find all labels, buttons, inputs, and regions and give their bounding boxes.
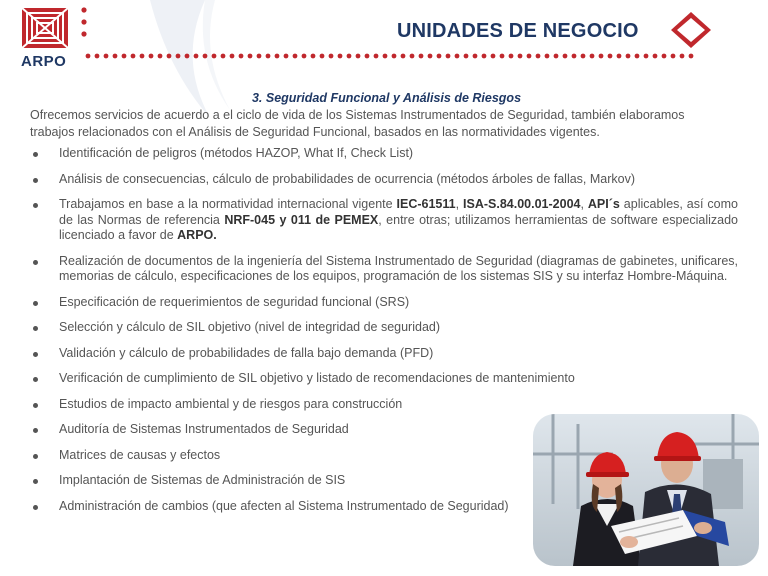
diamond-icon [668, 10, 714, 50]
header-dotted-divider [84, 52, 696, 60]
list-item: Trabajamos en base a la normatividad internacional vigente IEC-61511, ISA-S.84.00.01-2004, API´s aplicables, así como de las Normas de referencia NRF-045 y 011 de PEMEX, entre otras; utilizamos herramientas de software especializado licenciado a favor de ARPO. [30, 197, 738, 244]
logo-dots-decoration [80, 6, 88, 52]
list-item: Estudios de impacto ambiental y de riesgos para construcción [30, 397, 738, 413]
engineers-photo [533, 414, 759, 566]
list-item: Implantación de Sistemas de Administración de SIS [30, 473, 738, 489]
list-item: Identificación de peligros (métodos HAZOP, What If, Check List) [30, 146, 738, 162]
list-item: Matrices de causas y efectos [30, 448, 738, 464]
list-item: Auditoría de Sistemas Instrumentados de Seguridad [30, 422, 738, 438]
list-item: Selección y cálculo de SIL objetivo (nivel de integridad de seguridad) [30, 320, 738, 336]
list-item: Validación y cálculo de probabilidades de falla bajo demanda (PFD) [30, 346, 738, 362]
list-item: Especificación de requerimientos de seguridad funcional (SRS) [30, 295, 738, 311]
arpo-logo-icon [20, 6, 72, 50]
section-subtitle: 3. Seguridad Funcional y Análisis de Riesgos [251, 91, 522, 105]
intro-paragraph: Ofrecemos servicios de acuerdo a el ciclo de vida de los Sistemas Instrumentados de Seguridad, también elaboramos trabajos relacionados con el Análisis de Seguridad Funcional, basados en las normatividades vigentes. [30, 108, 685, 139]
arpo-logo [20, 6, 72, 70]
list-item: Realización de documentos de la ingeniería del Sistema Instrumentado de Seguridad (diagramas de gabinetes, unificares, memorias de cálculo, especificaciones de los equipos, programación de los sistemas SIS y su interfaz Hombre-Máquina. [30, 254, 738, 285]
page-title: UNIDADES DE NEGOCIO [397, 20, 639, 42]
list-item: Análisis de consecuencias, cálculo de probabilidades de ocurrencia (métodos árboles de fallas, Markov) [30, 172, 738, 188]
logo-text: ARPO [21, 53, 67, 70]
list-item: Administración de cambios (que afecten al Sistema Instrumentado de Seguridad) [30, 499, 738, 515]
engineers-photo-image [533, 414, 759, 566]
list-item: Verificación de cumplimiento de SIL objetivo y listado de recomendaciones de mantenimiento [30, 371, 738, 387]
